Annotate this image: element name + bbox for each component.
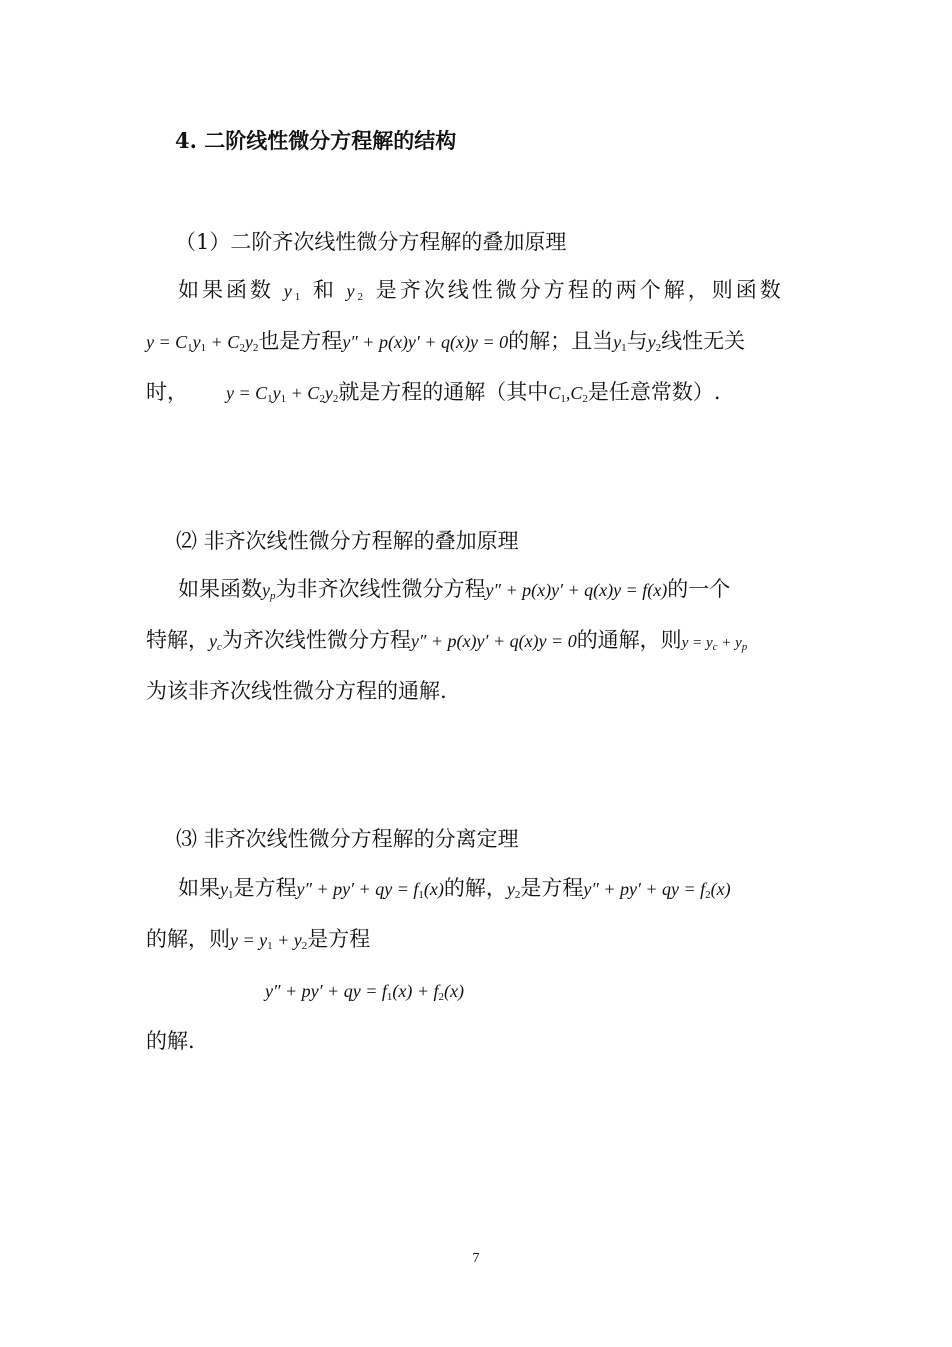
section3-line4: 的解. bbox=[146, 1029, 195, 1053]
math: y″ + py′ + qy = $f_2(x)$ bbox=[583, 879, 731, 901]
text: 是方程 bbox=[233, 876, 297, 900]
math: $y = C_1y_1 + C_2y_2$ bbox=[146, 332, 259, 354]
section1-title: （1）二阶齐次线性微分方程解的叠加原理 bbox=[175, 230, 567, 254]
text: 和 bbox=[303, 278, 347, 302]
text: 为齐次线性微分方程 bbox=[221, 628, 411, 652]
math: $y = y_1 + y_2$ bbox=[230, 930, 308, 952]
text: 的解；且当 bbox=[508, 329, 614, 353]
text: 线性无关 bbox=[661, 329, 746, 353]
text: 为非齐次线性微分方程 bbox=[275, 577, 486, 601]
math: $y = C_1y_1 + C_2y_2$ bbox=[226, 383, 339, 405]
text: 就是方程的通解（其中 bbox=[338, 380, 549, 404]
math: $y_2$ bbox=[647, 332, 662, 354]
page-number: 7 bbox=[472, 1251, 480, 1266]
text: 特解， bbox=[146, 628, 209, 652]
text: 是方程 bbox=[307, 927, 371, 951]
math: $y_c$ bbox=[209, 631, 222, 653]
text: 如果函数 bbox=[178, 278, 284, 302]
section1-line1 bbox=[178, 275, 784, 312]
text: 是方程 bbox=[520, 876, 584, 900]
math: $y = y_c + y_p$ bbox=[681, 635, 748, 653]
section2-line1 bbox=[178, 574, 730, 611]
math: y″ + p(x)y′ + q(x)y = 0 bbox=[342, 332, 509, 352]
text: 的通解，则 bbox=[576, 628, 682, 652]
math: $y_p$ bbox=[262, 580, 276, 602]
math: $y_2$ bbox=[506, 879, 521, 901]
section3-line2 bbox=[146, 924, 370, 961]
section3-line1 bbox=[178, 873, 731, 910]
math: y″ + p(x)y′ + q(x)y = f(x) bbox=[485, 580, 668, 600]
section-heading: 4. 二阶线性微分方程解的结构 bbox=[175, 128, 457, 153]
text: 是任意常数）. bbox=[587, 380, 721, 404]
text: 的解，则 bbox=[146, 927, 230, 951]
text: 的一个 bbox=[667, 577, 731, 601]
text: 也是方程 bbox=[258, 329, 343, 353]
math: $y_2$ bbox=[346, 281, 367, 303]
text: 是齐次线性微分方程的两个解，则函数 bbox=[366, 278, 784, 302]
math: y″ + py′ + qy = $f_1(x)$ bbox=[296, 879, 444, 901]
section2-line3: 为该非齐次线性微分方程的通解. bbox=[146, 679, 447, 703]
text: 时， bbox=[146, 380, 188, 404]
text: 的解， bbox=[443, 876, 507, 900]
math: y″ + py′ + qy = $f_1(x) + f_2(x)$ bbox=[265, 981, 464, 1003]
math: y″ + p(x)y′ + q(x)y = 0 bbox=[410, 631, 577, 651]
math: $y_1$ bbox=[283, 281, 304, 303]
text: 如果函数 bbox=[178, 577, 262, 601]
math: $y_1$ bbox=[613, 332, 627, 354]
section1-line3 bbox=[146, 377, 721, 414]
text: 与 bbox=[626, 329, 648, 353]
section1-line2 bbox=[146, 326, 745, 363]
math: $y_1$ bbox=[220, 879, 234, 901]
section2-line2 bbox=[146, 625, 747, 662]
section2-title: ⑵ 非齐次线性微分方程解的叠加原理 bbox=[176, 529, 519, 553]
section3-equation bbox=[265, 975, 464, 1012]
math: $C_1,C_2$ bbox=[548, 383, 588, 405]
text: 如果 bbox=[178, 876, 220, 900]
section3-title: ⑶ 非齐次线性微分方程解的分离定理 bbox=[176, 827, 519, 851]
